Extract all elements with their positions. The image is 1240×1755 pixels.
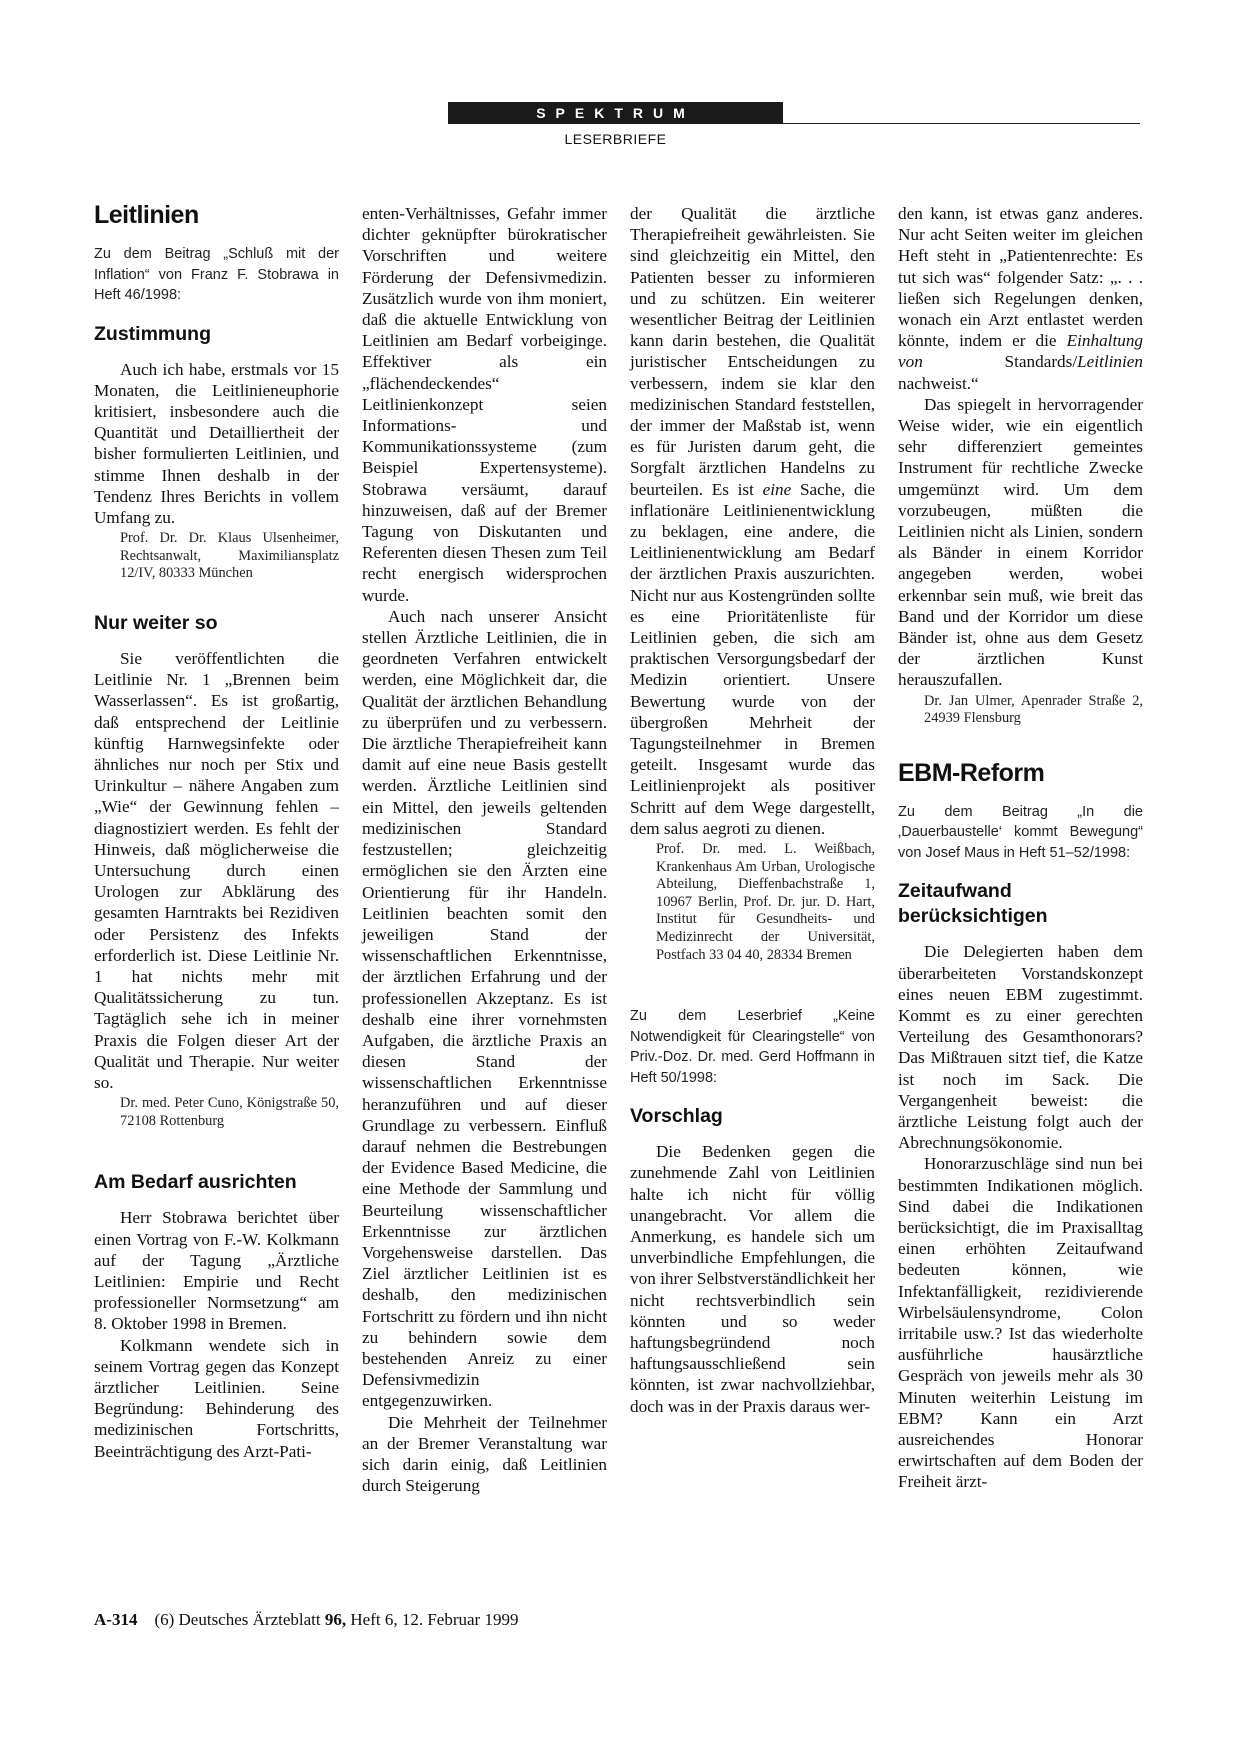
letter-body: der Qualität die ärztliche Therapiefreiheit gewährleisten. Sie sind gleichzeitig ein Mittel, den Patienten besser zu informieren und zu schützen. Ein weiterer wesentlicher Beitrag der Leitlinien kann darin bestehen, die Qualität juristischer Entscheidungen zu verbessern, indem sie klar den medizinischen Standard feststellen, der immer der Maßstab ist, wenn es für Juristen darum geht, die Sorgfalt ärztlichen Handelns zu beurteilen. Es ist eine Sache, die inflationäre Leitlinienentwicklung zu beklagen, eine andere, die Leitlinienentwicklung am Bedarf der ärztlichen Praxis auszurichten. Nicht nur aus Kostengründen sollte es eine Prioritätenliste für Leitlinien geben, die sich am praktischen Versorgungsbedarf der Medizin orientiert. Unsere Bewertung wurde von der übergroßen Mehrheit der Tagungsteilnehmer in Bremen geteilt. Insgesamt wurde das Leitlinienprojekt als positiver Schritt auf dem Wege dargestellt, dem salus aegroti zu dienen. — [630, 204, 875, 838]
letter-body: Auch nach unserer Ansicht stellen Ärztliche Leitlinien, die in geordneten Verfahren entwickelt werden, eine Möglichkeit dar, die Qualität der ärztlichen Behandlung zu überprüfen und zu verbessern. Die ärztliche Therapiefreiheit kann damit auf eine neue Basis gestellt werden. Ärztliche Leitlinien sind ein Mittel, den jeweils geltenden medizinischen Standard festzustellen; gleichzeitig ermöglichen sie den Ärzten eine Orientierung für ihr Handeln. Leitlinien beachten somit den jeweiligen Stand der wissenschaftlichen Erkenntnisse, der ärztlichen Erfahrung und der professionellen Akzeptanz. Es ist deshalb eine ihrer vornehmsten Aufgaben, die ärztliche Praxis an diesen Stand der wissenschaftlichen Erkenntnisse heranzuführen und auf dieser Grundlage zu verbessern. Einfluß darauf nehmen die Bestrebungen der Evidence Based Medicine, die eine Methode der Sammlung und Beurteilung wissenschaftlicher Erkenntnisse zur ärztlichen Vorgehensweise darstellen. Das Ziel ärztlicher Leitlinien ist es deshalb, den medizinischen Fortschritt zu fördern und ihn nicht zu behindern sowie dem bestehenden Anreiz zu einer Defensivmedizin entgegenzuwirken. — [362, 606, 607, 1411]
subsection-header: LESERBRIEFE — [564, 131, 667, 147]
letter-heading-zeitaufwand: Zeitaufwand berücksichtigen — [898, 880, 1048, 928]
letter-body: Die Delegierten haben dem überarbeiteten Vorstandskonzept eines neuen EBM zugestimmt. Kommt es zu einer gerechten Verteilung des Gesamthonorars? Das Mißtrauen sitzt tief, die Katze ist noch im Sack. Die Vergangenheit beweist: die ärztliche Leistung folgt auch der Abrechnungsökonomie. — [898, 942, 1143, 1153]
reference-note: Zu dem Beitrag „Schluß mit der Inflation“ von Franz F. Stobrawa in Heft 46/1998: — [94, 246, 339, 303]
column-1 — [94, 200, 339, 1462]
letter-body: enten-Verhältnisses, Gefahr immer dichter geknüpfter bürokratischer Vorschriften und weitere Förderung der Defensivmedizin. Zusätzlich wurde von ihm moniert, daß die aktuelle Entwicklung von Leitlinien am Bedarf vorbeiginge. Effektiver als ein „flächendeckendes“ Leitlinienkonzept seien Informations- und Kommunikationssysteme (zum Beispiel Expertensysteme). Stobrawa versäumt, darauf hinzuweisen, daß auf der Bremer Tagung von Diskutanten und Referenten diesen Thesen zum Teil recht energisch widersprochen wurde. — [362, 204, 607, 605]
letter-body: den kann, ist etwas ganz anderes. Nur acht Seiten weiter im gleichen Heft steht in „Patientenrechte: Es tut sich was“ folgender Satz: „. . . ließen sich Regelungen denken, wonach ein Arzt entlastet werden könnte, indem er die Einhaltung von Standards/Leitlinien nachweist.“ — [898, 204, 1144, 393]
letter-body: Sie veröffentlichten die Leitlinie Nr. 1 „Brennen beim Wasserlassen“. Es ist großartig, daß entsprechend der Leitlinie künftig Harnwegsinfekte oder ähnliches nur noch per Stix und Urinkultur – nähere Angaben zum „Wie“ der Gewinnung fehlen – diagnostiziert werden. Es fehlt der Hinweis, daß möglicherweise die Untersuchung durch einen Urologen zur Abklärung des gesamten Harntrakts bei Rezidiven oder Persistenz des Infekts erforderlich ist. Diese Leitlinie Nr. 1 hat nichts mehr mit Qualitätssicherung zu tun. Tagtäglich sehe ich in meiner Praxis die Folgen dieser Art der Qualität und Therapie. Nur weiter so. — [94, 648, 339, 1092]
footer-journal: (6) Deutsches Ärzteblatt — [154, 1610, 321, 1629]
letter-body: Auch ich habe, erstmals vor 15 Monaten, die Leitlinieneuphorie kritisiert, insbesondere auch die Quantität und Detailliertheit der bisher formulierten Leitlinien, und stimme Ihnen deshalb in der Tendenz Ihres Berichts in vollem Umfang zu. — [94, 359, 339, 527]
letter-signature: Prof. Dr. Dr. Klaus Ulsenheimer, Rechtsanwalt, Maximiliansplatz 12/IV, 80333 München — [120, 530, 339, 582]
letter-heading-nur-weiter-so: Nur weiter so — [94, 611, 218, 634]
letter-heading-am-bedarf-ausrichten: Am Bedarf ausrichten — [94, 1171, 297, 1194]
letter-signature: Prof. Dr. med. L. Weißbach, Krankenhaus Am Urban, Urologische Abteilung, Dieffenbachstraße 1, 10967 Berlin, Prof. Dr. jur. D. Hart, Institut für Gesundheits- und Medizinrecht der Universität, Postfach 33 04 40, 28334 Bremen — [656, 841, 875, 963]
letter-body: Herr Stobrawa berichtet über einen Vortrag von F.-W. Kolkmann auf der Tagung „Ärztliche Leitlinien: Empirie und Recht professioneller Normsetzung“ am 8. Oktober 1998 in Bremen. — [94, 1208, 339, 1334]
letter-body: Honorarzuschläge sind nun bei bestimmten Indikationen möglich. Sind dabei die Indikationen berücksichtigt, die im Praxisalltag einen erhöhten Zeitaufwand bedeuten können, wie Infektanfälligkeit, rezidivierende Wirbelsäulensyndrome, Colon irritabile usw.? Ist das wiederholte ausführliche hausärztliche Gespräch von jeweils mehr als 30 Minuten weiterhin Leistung im EBM? Kann ein Arzt ausreichendes Honorar erwirtschaften auf dem Boden der Freiheit ärzt- — [898, 1154, 1143, 1492]
column-4 — [898, 203, 1143, 1493]
header-rule — [783, 123, 1140, 124]
reference-note: Zu dem Leserbrief „Keine Notwendigkeit für Clearingstelle“ von Priv.-Doz. Dr. med. Gerd Hoffmann in Heft 50/1998: — [630, 1008, 875, 1086]
column-2 — [362, 203, 607, 1496]
section-header: SPEKTRUM — [448, 102, 783, 124]
reference-note: Zu dem Beitrag „In die ‚Dauerbaustelle‘ kommt Bewegung“ von Josef Maus in Heft 51–52/1998: — [898, 803, 1143, 861]
section-title-ebm-reform: EBM-Reform — [898, 758, 1045, 787]
letter-body: Das spiegelt in hervorragender Weise wider, wie ein eigentlich sehr differenziert gemeintes Instrument für rechtliche Zwecke umgemünzt wird. Um dem vorzubeugen, müßten die Leitlinien nicht als Linien, sondern als Bänder in einem Korridor angegeben werden, wobei erkennbar sein muß, wie breit das Band und der Korridor um diese Bänder ist, ohne aus dem Gesetz der ärztlichen Kunst herauszufallen. — [898, 394, 1143, 690]
letter-signature: Dr. med. Peter Cuno, Königstraße 50, 72108 Rottenburg — [120, 1095, 339, 1129]
letter-body: Kolkmann wendete sich in seinem Vortrag gegen das Konzept ärztlicher Leitlinien. Seine Begründung: Behinderung des medizinischen Fortschritts, Beeinträchtigung des Arzt-Pati- — [94, 1335, 339, 1461]
page-footer — [94, 1610, 518, 1630]
letter-body: Die Mehrheit der Teilnehmer an der Bremer Veranstaltung war sich darin einig, daß Leitlinien durch Steigerung — [362, 1412, 607, 1496]
section-title-leitlinien: Leitlinien — [94, 201, 199, 229]
footer-issue: Heft 6, 12. Februar 1999 — [350, 1610, 519, 1629]
letter-signature: Dr. Jan Ulmer, Apenrader Straße 2, 24939 Flensburg — [924, 692, 1143, 727]
letter-body: Die Bedenken gegen die zunehmende Zahl von Leitlinien halte ich nicht für völlig unangebracht. Vor allem die Anmerkung, es handele sich um unverbindliche Empfehlungen, die von ihrer Selbstverständlichkeit her nicht rechtsverbindlich sein könnten und so weder haftungsbegründend noch haftungsausschließend sein könnten, ist zwar nachvollziehbar, doch was in der Praxis daraus wer- — [630, 1142, 875, 1416]
letter-heading-vorschlag: Vorschlag — [630, 1105, 723, 1128]
column-3 — [630, 203, 875, 1417]
footer-volume: 96, — [324, 1610, 347, 1629]
letter-heading-zustimmung: Zustimmung — [94, 322, 211, 345]
page-number: A-314 — [94, 1610, 138, 1629]
